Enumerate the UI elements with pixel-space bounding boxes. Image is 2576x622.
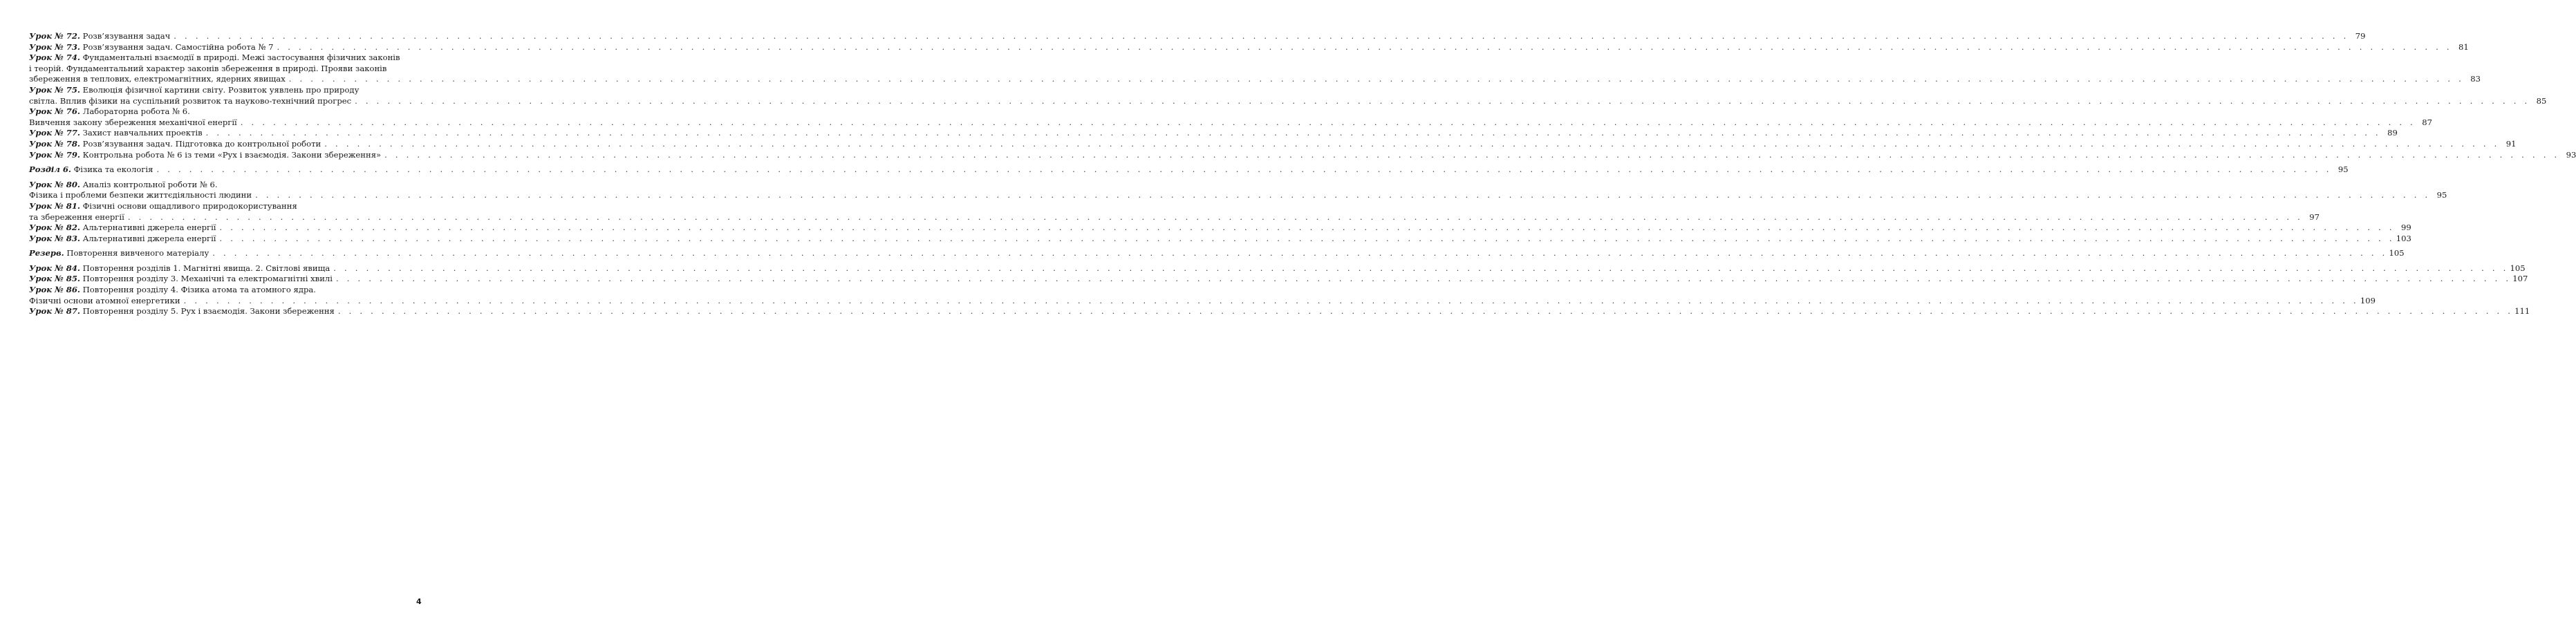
page-number: 4 xyxy=(416,597,422,606)
toc-line xyxy=(29,223,2411,234)
entry-page-number: 85 xyxy=(2536,95,2547,106)
leader-dots: . . . . . . . . . . . . . . . . . . . . . . . . . . . . . . . . . . . . . . . . . . . . . . . . . . . . . . . . . . . . . . . . . . . . . . . . . . . . . . . . . . . . . . . . . . . . . . . . . . . . . . . . . . . . . . . . . . . . . . . . . . . . . . . . . . . . . . . . . . . . . . . . . . . . . . . . . . . . . . . . . . . . . . . . . . . . . . . . . . . . . . . . . . . . . . . . . . . . . . . . xyxy=(277,41,2452,52)
entry-page-number: 81 xyxy=(2458,41,2469,52)
entry-page-number: 97 xyxy=(2309,211,2320,222)
entry-page-number: 105 xyxy=(2510,263,2526,273)
toc-line xyxy=(29,263,2526,274)
entry-label: Урок № xyxy=(29,179,66,189)
leader-dots: . . . . . . . . . . . . . . . . . . . . . . . . . . . . . . . . . . . . . . . . . . . . . . . . . . . . . . . . . . . . . . . . . . . . . . . . . . . . . . . . . . . . . . . . . . . . . . . . . . . . . . . . . . . . . . . . . . . . . . . . . . . . . . . . . . . . . . . . . . . . . . . . . . . . . . . . . . . . . . . . . . . . . . . . . . . . . . . . . . . . . . . . . . . . . . . . . . . . . . . . xyxy=(255,190,2431,200)
entry-label: Урок № xyxy=(29,53,66,63)
entry-number: 79 xyxy=(66,149,77,160)
entry-label: Резерв xyxy=(29,248,62,258)
entry-page-number: 89 xyxy=(2387,128,2398,138)
leader-dots: . . . . . . . . . . . . . . . . . . . . . . . . . . . . . . . . . . . . . . . . . . . . . . . . . . . . . . . . . . . . . . . . . . . . . . . . . . . . . . . . . . . . . . . . . . . . . . . . . . . . . . . . . . . . . . . . . . . . . . . . . . . . . . . . . . . . . . . . . . . . . . . . . . . . . . . . . . . . . . . . . . . . . . . . . . . . . . . . . . . . . . . . . . . . . . . . . . . . . . . . xyxy=(127,211,2304,222)
toc-entry xyxy=(29,41,2469,53)
entry-separator: . xyxy=(77,128,80,138)
entry-separator: . xyxy=(77,306,80,317)
entry-label: Урок № xyxy=(29,263,66,273)
toc-line xyxy=(29,306,2530,317)
entry-number: 78 xyxy=(66,138,77,149)
entry-page-number: 91 xyxy=(2505,138,2517,149)
entry-label: Урок № xyxy=(29,149,66,160)
entry-label: Урок № xyxy=(29,306,66,317)
toc-entry xyxy=(29,53,2481,85)
entry-title: Альтернативні джерела енергії xyxy=(82,233,216,243)
toc-entry xyxy=(29,263,2526,274)
leader-dots: . . . . . . . . . . . . . . . . . . . . . . . . . . . . . . . . . . . . . . . . . . . . . . . . . . . . . . . . . . . . . . . . . . . . . . . . . . . . . . . . . . . . . . . . . . . . . . . . . . . . . . . . . . . . . . . . . . . . . . . . . . . . . . . . . . . . . . . . . . . . . . . . . . . . . . . . . . . . . . . . . . . . . . . . . . . . . . . . . . . . . . . . . . . . . . . . . . . . . . . . xyxy=(183,295,2359,305)
toc-line xyxy=(29,64,423,75)
entry-title: Аналіз контрольної роботи № 6. xyxy=(82,179,218,189)
toc-line xyxy=(29,117,2433,129)
entry-number: 87 xyxy=(66,306,77,317)
entry-page-number: 95 xyxy=(2337,164,2349,175)
entry-page-number: 111 xyxy=(2514,306,2530,317)
toc-entry xyxy=(29,179,2447,201)
entry-label: Урок № xyxy=(29,285,66,295)
entry-title: Повторення розділу 5. Рух і взаємодія. Закони збереження xyxy=(82,306,335,317)
toc-line xyxy=(29,211,2320,223)
entry-number: 81 xyxy=(66,200,77,211)
entry-number: 82 xyxy=(66,223,77,233)
entry-separator: . xyxy=(77,285,80,295)
entry-separator: . xyxy=(61,248,64,258)
entry-title: Захист навчальних проектів xyxy=(82,128,203,138)
entry-page-number: 109 xyxy=(2360,295,2376,305)
entry-title: Розв’язування задач. Самостійна робота № 7 xyxy=(82,41,274,52)
entry-separator: . xyxy=(77,223,80,233)
entry-separator: . xyxy=(77,233,80,243)
entry-page-number: 79 xyxy=(2355,31,2366,41)
entry-title: Повторення розділу 3. Механічні та електромагнітні хвилі xyxy=(82,274,333,284)
entry-number: 6 xyxy=(62,164,68,175)
leader-dots: . . . . . . . . . . . . . . . . . . . . . . . . . . . . . . . . . . . . . . . . . . . . . . . . . . . . . . . . . . . . . . . . . . . . . . . . . . . . . . . . . . . . . . . . . . . . . . . . . . . . . . . . . . . . . . . . . . . . . . . . . . . . . . . . . . . . . . . . . . . . . . . . . . . . . . . . . . . . . . . . . . . . . . . . . . . . . . . . . . . . . . . . . . . . . . . . . . . . . . . . xyxy=(174,31,2349,41)
leader-dots: . . . . . . . . . . . . . . . . . . . . . . . . . . . . . . . . . . . . . . . . . . . . . . . . . . . . . . . . . . . . . . . . . . . . . . . . . . . . . . . . . . . . . . . . . . . . . . . . . . . . . . . . . . . . . . . . . . . . . . . . . . . . . . . . . . . . . . . . . . . . . . . . . . . . . . . . . . . . . . . . . . . . . . . . . . . . . . . . . . . . . . . . . . . . . . . . . . . . . . . . xyxy=(240,117,2416,127)
entry-title: Розв’язування задач. Підготовка до контрольної роботи xyxy=(82,138,321,149)
entry-separator: . xyxy=(77,263,80,273)
leader-dots: . . . . . . . . . . . . . . . . . . . . . . . . . . . . . . . . . . . . . . . . . . . . . . . . . . . . . . . . . . . . . . . . . . . . . . . . . . . . . . . . . . . . . . . . . . . . . . . . . . . . . . . . . . . . . . . . . . . . . . . . . . . . . . . . . . . . . . . . . . . . . . . . . . . . . . . . . . . . . . . . . . . . . . . . . . . . . . . . . . . . . . . . . . . . . . . . . . . . . . . . xyxy=(219,223,2395,233)
toc-entry xyxy=(29,285,2376,306)
leader-dots: . . . . . . . . . . . . . . . . . . . . . . . . . . . . . . . . . . . . . . . . . . . . . . . . . . . . . . . . . . . . . . . . . . . . . . . . . . . . . . . . . . . . . . . . . . . . . . . . . . . . . . . . . . . . . . . . . . . . . . . . . . . . . . . . . . . . . . . . . . . . . . . . . . . . . . . . . . . . . . . . . . . . . . . . . . . . . . . . . . . . . . . . . . . . . . . . . . . . . . . . xyxy=(288,74,2464,84)
entry-title: Повторення розділів 1. Магнітні явища. 2. Світлові явища xyxy=(82,263,330,273)
entry-page-number: 105 xyxy=(2389,248,2405,258)
entry-number: 76 xyxy=(66,106,77,117)
entry-label: Урок № xyxy=(29,41,66,52)
entry-label: Урок № xyxy=(29,223,66,233)
toc-line xyxy=(29,180,423,191)
entry-title: Повторення розділу 4. Фізика атома та атомного ядра. xyxy=(82,285,316,295)
leader-dots: . . . . . . . . . . . . . . . . . . . . . . . . . . . . . . . . . . . . . . . . . . . . . . . . . . . . . . . . . . . . . . . . . . . . . . . . . . . . . . . . . . . . . . . . . . . . . . . . . . . . . . . . . . . . . . . . . . . . . . . . . . . . . . . . . . . . . . . . . . . . . . . . . . . . . . . . . . . . . . . . . . . . . . . . . . . . . . . . . . . . . . . . . . . . . . . . . . . . . . . . xyxy=(337,306,2514,317)
entry-page-number: 87 xyxy=(2422,117,2433,127)
toc-entry xyxy=(29,223,2411,234)
entry-number: 72 xyxy=(66,31,77,41)
toc-line xyxy=(29,106,423,117)
entry-title: Повторення вивченого матеріалу xyxy=(66,248,209,258)
toc-entry xyxy=(29,138,2517,150)
entry-title: Лабораторна робота № 6. xyxy=(82,106,190,117)
entry-title: Фізика і проблеми безпеки життєдіяльності людини xyxy=(29,190,252,200)
leader-dots: . . . . . . . . . . . . . . . . . . . . . . . . . . . . . . . . . . . . . . . . . . . . . . . . . . . . . . . . . . . . . . . . . . . . . . . . . . . . . . . . . . . . . . . . . . . . . . . . . . . . . . . . . . . . . . . . . . . . . . . . . . . . . . . . . . . . . . . . . . . . . . . . . . . . . . . . . . . . . . . . . . . . . . . . . . . . . . . . . . . . . . . . . . . . . . . . . . . . . . . . xyxy=(333,263,2509,273)
entry-separator: . xyxy=(77,200,80,211)
leader-dots: . . . . . . . . . . . . . . . . . . . . . . . . . . . . . . . . . . . . . . . . . . . . . . . . . . . . . . . . . . . . . . . . . . . . . . . . . . . . . . . . . . . . . . . . . . . . . . . . . . . . . . . . . . . . . . . . . . . . . . . . . . . . . . . . . . . . . . . . . . . . . . . . . . . . . . . . . . . . . . . . . . . . . . . . . . . . . . . . . . . . . . . . . . . . . . . . . . . . . . . . xyxy=(212,248,2388,258)
toc-entry xyxy=(29,31,2366,42)
toc-line xyxy=(29,295,2376,307)
toc-line xyxy=(29,31,2366,42)
toc-line xyxy=(29,95,2547,107)
toc-entry xyxy=(29,233,2411,245)
leader-dots: . . . . . . . . . . . . . . . . . . . . . . . . . . . . . . . . . . . . . . . . . . . . . . . . . . . . . . . . . . . . . . . . . . . . . . . . . . . . . . . . . . . . . . . . . . . . . . . . . . . . . . . . . . . . . . . . . . . . . . . . . . . . . . . . . . . . . . . . . . . . . . . . . . . . . . . . . . . . . . . . . . . . . . . . . . . . . . . . . . . . . . . . . . . . . . . . . . . . . . . . xyxy=(156,164,2332,175)
table-of-contents xyxy=(29,31,2576,317)
leader-dots: . . . . . . . . . . . . . . . . . . . . . . . . . . . . . . . . . . . . . . . . . . . . . . . . . . . . . . . . . . . . . . . . . . . . . . . . . . . . . . . . . . . . . . . . . . . . . . . . . . . . . . . . . . . . . . . . . . . . . . . . . . . . . . . . . . . . . . . . . . . . . . . . . . . . . . . . . . . . . . . . . . . . . . . . . . . . . . . . . . . . . . . . . . . . . . . . . . . . . . . . xyxy=(219,233,2395,243)
toc-line xyxy=(29,85,423,96)
toc-line xyxy=(29,201,423,212)
toc-line xyxy=(29,74,2481,85)
entry-number: 77 xyxy=(66,128,77,138)
entry-page-number: 95 xyxy=(2436,190,2447,200)
toc-line xyxy=(29,233,2411,245)
entry-label: Урок № xyxy=(29,84,66,95)
toc-section xyxy=(29,164,2349,176)
leader-dots: . . . . . . . . . . . . . . . . . . . . . . . . . . . . . . . . . . . . . . . . . . . . . . . . . . . . . . . . . . . . . . . . . . . . . . . . . . . . . . . . . . . . . . . . . . . . . . . . . . . . . . . . . . . . . . . . . . . . . . . . . . . . . . . . . . . . . . . . . . . . . . . . . . . . . . . . . . . . . . . . . . . . . . . . . . . . . . . . . . . . . . . . . . . . . . . . . . . . . . . . xyxy=(324,138,2500,149)
toc-entry xyxy=(29,84,2547,106)
toc-line xyxy=(29,128,2398,139)
toc-entry xyxy=(29,149,2576,161)
entry-separator: . xyxy=(77,31,80,41)
entry-separator: . xyxy=(77,274,80,284)
toc-line xyxy=(29,138,2517,150)
entry-number: 80 xyxy=(66,179,77,189)
entry-title: збереження в теплових, електромагнітних, ядерних явищах xyxy=(29,74,286,84)
entry-number: 83 xyxy=(66,233,77,243)
entry-page-number: 107 xyxy=(2512,274,2528,284)
toc-line xyxy=(29,164,2349,176)
leader-dots: . . . . . . . . . . . . . . . . . . . . . . . . . . . . . . . . . . . . . . . . . . . . . . . . . . . . . . . . . . . . . . . . . . . . . . . . . . . . . . . . . . . . . . . . . . . . . . . . . . . . . . . . . . . . . . . . . . . . . . . . . . . . . . . . . . . . . . . . . . . . . . . . . . . . . . . . . . . . . . . . . . . . . . . . . . . . . . . . . . . . . . . . . . . . . . . . . . . . . . . . xyxy=(355,95,2530,106)
entry-title: Фундаментальні взаємодії в природі. Межі застосування фізичних законів xyxy=(82,53,400,63)
toc-line xyxy=(29,190,2447,201)
toc-line xyxy=(29,248,2405,259)
entry-label: Урок № xyxy=(29,31,66,41)
entry-label: Розділ xyxy=(29,164,63,175)
entry-separator: . xyxy=(77,84,80,95)
toc-entry xyxy=(29,106,2433,128)
entry-number: 74 xyxy=(66,53,77,63)
entry-separator: . xyxy=(77,149,80,160)
entry-separator: . xyxy=(77,53,80,63)
entry-label: Урок № xyxy=(29,128,66,138)
entry-label: Урок № xyxy=(29,138,66,149)
entry-page-number: 93 xyxy=(2566,149,2576,160)
entry-title: Вивчення закону збереження механічної енергії xyxy=(29,117,237,127)
leader-dots: . . . . . . . . . . . . . . . . . . . . . . . . . . . . . . . . . . . . . . . . . . . . . . . . . . . . . . . . . . . . . . . . . . . . . . . . . . . . . . . . . . . . . . . . . . . . . . . . . . . . . . . . . . . . . . . . . . . . . . . . . . . . . . . . . . . . . . . . . . . . . . . . . . . . . . . . . . . . . . . . . . . . . . . . . . . . . . . . . . . . . . . . . . . . . . . . . . . . . . . . xyxy=(336,274,2512,284)
entry-title: Альтернативні джерела енергії xyxy=(82,223,216,233)
toc-entry xyxy=(29,306,2530,317)
entry-title: Фізика та екологія xyxy=(73,164,153,175)
toc-line xyxy=(29,149,2576,161)
entry-label: Урок № xyxy=(29,106,66,117)
toc-section xyxy=(29,248,2405,259)
entry-title: Фізичні основи ощадливого природокористування xyxy=(82,200,297,211)
entry-page-number: 103 xyxy=(2396,233,2411,243)
entry-separator: . xyxy=(77,138,80,149)
entry-title: Розв’язування задач xyxy=(82,31,171,41)
entry-page-number: 99 xyxy=(2401,223,2411,233)
entry-title: та збереження енергії xyxy=(29,211,124,222)
entry-number: 86 xyxy=(66,285,77,295)
toc-line xyxy=(29,274,2528,285)
entry-number: 85 xyxy=(66,274,77,284)
entry-title: Контрольна робота № 6 із теми «Рух і взаємодія. Закони збереження» xyxy=(82,149,382,160)
entry-separator: . xyxy=(77,106,80,117)
entry-label: Урок № xyxy=(29,274,66,284)
toc-entry xyxy=(29,200,2320,223)
entry-number: 84 xyxy=(66,263,77,273)
leader-dots: . . . . . . . . . . . . . . . . . . . . . . . . . . . . . . . . . . . . . . . . . . . . . . . . . . . . . . . . . . . . . . . . . . . . . . . . . . . . . . . . . . . . . . . . . . . . . . . . . . . . . . . . . . . . . . . . . . . . . . . . . . . . . . . . . . . . . . . . . . . . . . . . . . . . . . . . . . . . . . . . . . . . . . . . . . . . . . . . . . . . . . . . . . . . . . . . . . . . . . . . xyxy=(384,149,2560,160)
toc-line xyxy=(29,53,423,64)
entry-separator: . xyxy=(68,164,71,175)
entry-separator: . xyxy=(77,41,80,52)
toc-line xyxy=(29,41,2469,53)
entry-number: 73 xyxy=(66,41,77,52)
entry-number: 75 xyxy=(66,84,77,95)
entry-separator: . xyxy=(77,179,80,189)
entry-label: Урок № xyxy=(29,200,66,211)
entry-title: світла. Вплив фізики на суспільний розвиток та науково-технічний прогрес xyxy=(29,95,352,106)
entry-title: Фізичні основи атомної енергетики xyxy=(29,295,180,305)
entry-page-number: 83 xyxy=(2470,74,2481,84)
leader-dots: . . . . . . . . . . . . . . . . . . . . . . . . . . . . . . . . . . . . . . . . . . . . . . . . . . . . . . . . . . . . . . . . . . . . . . . . . . . . . . . . . . . . . . . . . . . . . . . . . . . . . . . . . . . . . . . . . . . . . . . . . . . . . . . . . . . . . . . . . . . . . . . . . . . . . . . . . . . . . . . . . . . . . . . . . . . . . . . . . . . . . . . . . . . . . . . . . . . . . . . . xyxy=(205,128,2381,138)
toc-line xyxy=(29,285,423,296)
entry-title: і теорій. Фундаментальний характер законів збереження в природі. Прояви законів xyxy=(29,63,387,73)
entry-label: Урок № xyxy=(29,233,66,243)
entry-title: Еволюція фізичної картини світу. Розвиток уявлень про природу xyxy=(82,84,360,95)
toc-entry xyxy=(29,274,2528,285)
toc-entry xyxy=(29,128,2398,139)
